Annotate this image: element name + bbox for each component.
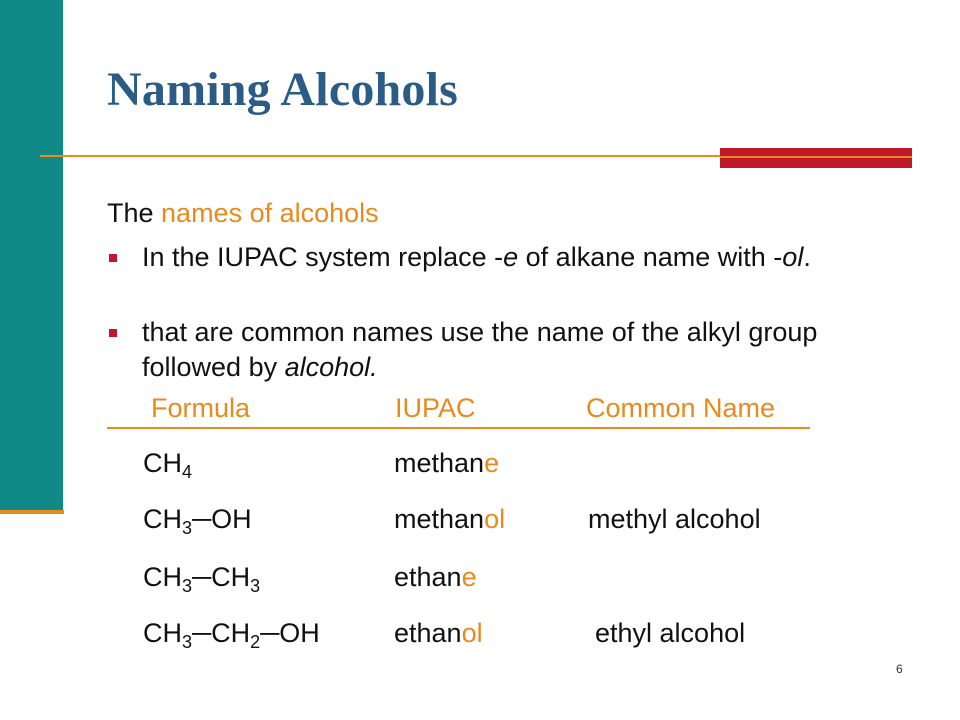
iupac-cell: ethane: [394, 562, 477, 592]
bullet-square-icon: [109, 329, 117, 337]
table-row: [0, 618, 960, 658]
formula-cell: $CH_3─CH_2─OH$: [143, 618, 320, 652]
header-formula: Formula: [151, 393, 251, 423]
slide-title: Naming Alcohols: [107, 63, 459, 116]
bullet-text: that are common names use the name of the alkyl group followed by alcohol.: [142, 317, 818, 382]
bullet-text: In the IUPAC system replace -e of alkane name with -ol.: [142, 242, 811, 272]
teal-side-bar: [0, 0, 63, 512]
common-name-cell: methyl alcohol: [588, 504, 761, 534]
intro-line: [107, 198, 379, 229]
bullet-square-icon: [109, 254, 117, 262]
iupac-cell: methanol: [394, 504, 506, 534]
iupac-cell: methane: [394, 448, 500, 478]
table-row: [0, 448, 960, 488]
bullet-common-rule: [107, 315, 907, 385]
bullet-iupac-rule: [107, 240, 907, 275]
page-number: 6: [896, 662, 903, 676]
intro-highlight: names of alcohols: [161, 198, 379, 228]
intro-prefix: The: [107, 198, 162, 228]
table-row: [0, 504, 960, 544]
common-name-cell: ethyl alcohol: [595, 618, 746, 648]
iupac-cell: ethanol: [394, 618, 483, 648]
table-row: [0, 562, 960, 602]
formula-cell: $CH_4$: [143, 448, 193, 482]
table-header: [107, 393, 810, 429]
header-iupac: IUPAC: [395, 393, 476, 423]
formula-cell: $CH_3─CH_3$: [143, 562, 261, 596]
title-divider-accent: [720, 148, 912, 168]
header-common-name: Common Name: [586, 393, 776, 423]
formula-cell: $CH_3─OH$: [143, 504, 252, 538]
